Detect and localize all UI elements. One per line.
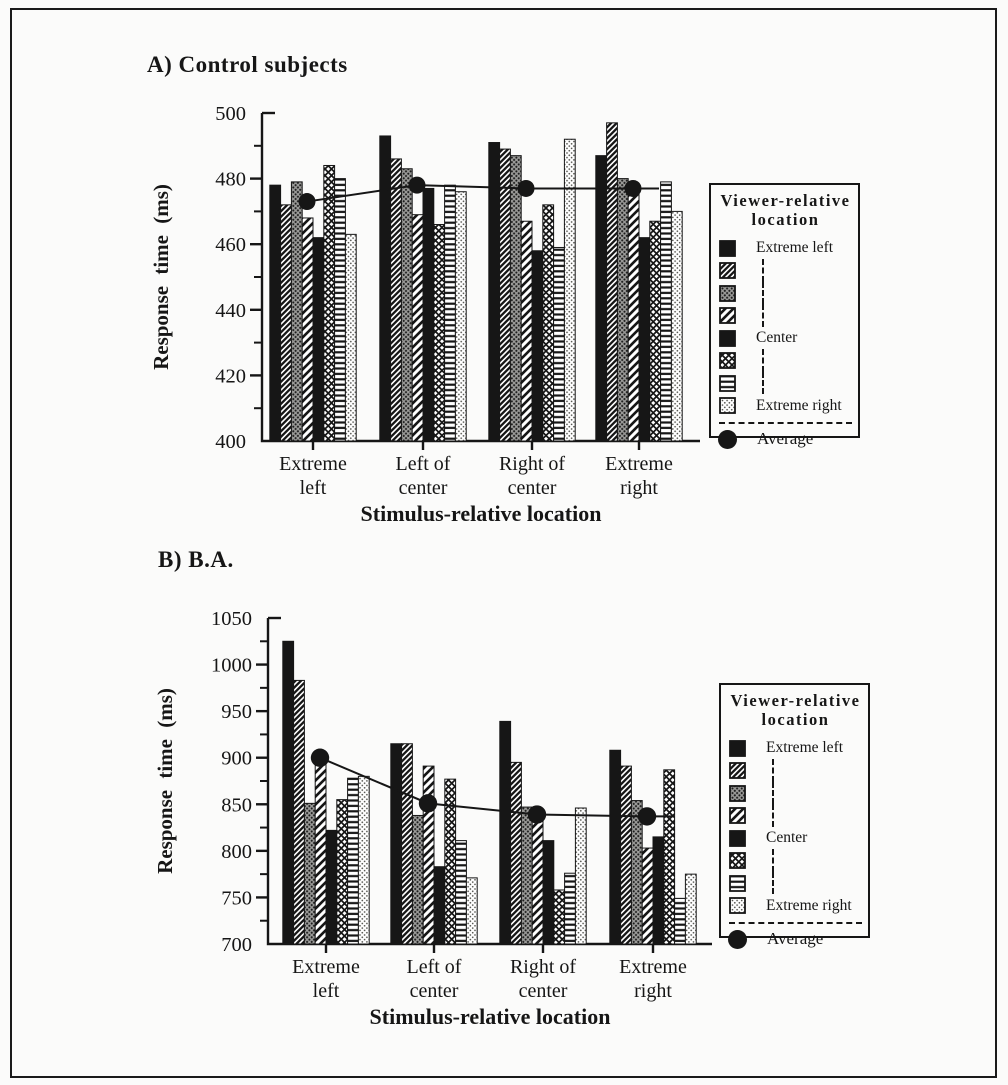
legend-title-line2: location: [751, 209, 820, 229]
average-marker-icon: [728, 930, 747, 949]
bar-series3-cat2: [412, 815, 423, 944]
legend-swatch-diagonal-light: [729, 807, 746, 824]
x-axis-title: Stimulus-relative location: [360, 501, 602, 526]
legend-rows: [729, 737, 862, 951]
bar-series2-cat4: [621, 766, 632, 944]
y-axis-title: Response time (ms): [149, 184, 173, 370]
y-tick-label: 900: [221, 747, 252, 770]
average-marker: [528, 805, 546, 823]
x-category-label: center: [398, 477, 448, 499]
y-tick-label: 750: [221, 887, 252, 910]
legend-average-row: [719, 428, 852, 451]
bar-series7-cat3: [554, 247, 565, 441]
bar-series7-cat4: [661, 182, 672, 441]
legend-row: [719, 282, 852, 305]
y-tick-label: 440: [215, 299, 246, 322]
bar-series6-cat2: [434, 225, 445, 441]
legend-title: [719, 192, 852, 230]
legend-item-label: Extreme right: [766, 896, 852, 914]
legend-rows: [719, 237, 852, 451]
bar-series3-cat1: [304, 803, 315, 944]
legend-dashed-connector: [772, 759, 774, 782]
bar-series8-cat4: [685, 874, 696, 944]
y-tick-label: 420: [215, 365, 246, 388]
legend-dashed-connector: [762, 282, 764, 305]
x-category-label: center: [507, 477, 557, 499]
y-tick-label: 700: [221, 934, 252, 956]
x-category-label: Extreme: [292, 956, 360, 978]
y-tick-label: 800: [221, 840, 252, 863]
bar-series4-cat3: [532, 811, 543, 944]
legend-item-label: Extreme right: [756, 396, 842, 414]
y-tick-label: 480: [215, 168, 246, 191]
x-category-label: left: [299, 477, 327, 499]
bar-series2-cat4: [607, 123, 618, 441]
bar-series4-cat4: [642, 848, 653, 944]
legend-row: [729, 827, 862, 850]
bar-series6-cat1: [337, 800, 348, 944]
legend-row: [729, 872, 862, 895]
x-category-label: center: [409, 980, 459, 1002]
bar-series3-cat3: [510, 156, 521, 441]
bar-series7-cat2: [456, 841, 467, 944]
average-marker: [518, 180, 535, 197]
bar-series6-cat4: [650, 221, 661, 441]
average-marker: [419, 794, 437, 812]
bar-series4-cat3: [521, 221, 532, 441]
average-marker: [638, 807, 656, 825]
bar-series3-cat3: [521, 807, 532, 944]
bar-series2-cat1: [281, 205, 292, 441]
x-category-label: Extreme: [279, 453, 347, 475]
legend-swatch-crosshatch: [719, 352, 736, 369]
legend-separator: [719, 422, 852, 424]
y-tick-label: 460: [215, 234, 246, 257]
legend-swatch-horizontal-lines: [719, 375, 736, 392]
bar-series1-cat1: [283, 641, 294, 944]
bar-series8-cat4: [671, 211, 682, 441]
legend-row: [729, 894, 862, 917]
x-category-label: Extreme: [619, 956, 687, 978]
bar-series5-cat2: [434, 867, 445, 944]
bar-series6-cat1: [324, 165, 335, 441]
y-tick-label: 1050: [211, 608, 252, 630]
bar-series1-cat4: [596, 156, 607, 441]
y-tick-label: 400: [215, 431, 246, 453]
bar-series3-cat2: [401, 169, 412, 441]
bar-series2-cat2: [402, 744, 413, 944]
bar-series3-cat1: [291, 182, 302, 441]
x-category-label: right: [620, 477, 658, 499]
legend-item-label: Extreme left: [756, 239, 834, 257]
average-marker: [311, 749, 329, 767]
legend-swatch-diagonal-light: [719, 307, 736, 324]
legend-row: [719, 349, 852, 372]
bar-series2-cat1: [294, 680, 305, 944]
legend-dashed-connector: [772, 804, 774, 827]
bar-series4-cat2: [423, 766, 434, 944]
bar-series8-cat2: [466, 878, 477, 944]
legend-swatch-solid-black: [719, 330, 736, 347]
x-axis-title: Stimulus-relative location: [369, 1004, 611, 1029]
x-category-label: Right of: [498, 453, 566, 475]
bar-series2-cat3: [500, 149, 511, 441]
bar-series7-cat2: [445, 185, 456, 441]
bar-series6-cat4: [664, 770, 675, 944]
legend-row: [719, 304, 852, 327]
legend-item-label: Extreme left: [766, 739, 844, 757]
average-marker: [625, 180, 642, 197]
legend-title-line1: Viewer-relative: [720, 191, 851, 210]
legend-swatch-stipple-dark: [729, 785, 746, 802]
x-category-label: Left of: [406, 956, 462, 978]
legend-swatch-crosshatch: [729, 852, 746, 869]
legend-title: [729, 692, 862, 730]
bar-series5-cat2: [423, 188, 434, 441]
y-tick-label: 500: [215, 103, 246, 125]
y-axis-title: Response time (ms): [153, 688, 177, 874]
legend-average-label: Average: [757, 429, 814, 449]
bar-series8-cat1: [358, 776, 369, 944]
legend-row: [719, 394, 852, 417]
legend-item-label: Center: [766, 829, 808, 847]
bar-series4-cat2: [412, 215, 423, 441]
bar-series8-cat3: [564, 139, 575, 441]
bar-series7-cat3: [565, 873, 576, 944]
legend-swatch-stipple-dark: [719, 285, 736, 302]
bar-series1-cat1: [270, 185, 281, 441]
bar-series5-cat1: [313, 238, 324, 441]
legend-dashed-connector: [762, 259, 764, 282]
bar-series5-cat4: [653, 837, 664, 944]
legend-dashed-connector: [762, 372, 764, 395]
legend-swatch-diagonal-dense: [729, 762, 746, 779]
bar-series6-cat3: [543, 205, 554, 441]
bar-series7-cat4: [675, 898, 686, 944]
bar-series5-cat4: [639, 238, 650, 441]
legend-title-line2: location: [761, 709, 830, 729]
legend-row: [719, 327, 852, 350]
bar-series1-cat3: [500, 721, 511, 944]
x-category-label: left: [312, 980, 340, 1002]
bar-series5-cat3: [543, 841, 554, 944]
legend-dashed-connector: [762, 304, 764, 327]
bar-series1-cat4: [610, 750, 621, 944]
chart-a: [130, 80, 720, 540]
bar-series7-cat1: [335, 179, 346, 441]
x-category-label: center: [518, 980, 568, 1002]
legend-b: [719, 683, 870, 949]
legend-row: [729, 759, 862, 782]
average-marker: [409, 177, 426, 194]
legend-row: [729, 782, 862, 805]
legend-average-row: [729, 928, 862, 951]
legend-swatch-stipple-light: [729, 897, 746, 914]
legend-dashed-connector: [772, 872, 774, 895]
bar-series4-cat4: [628, 192, 639, 441]
panel-b-title: B) B.A.: [158, 547, 234, 572]
legend-swatch-solid-black: [729, 830, 746, 847]
bar-series5-cat3: [532, 251, 543, 441]
x-category-label: Extreme: [605, 453, 673, 475]
bar-series1-cat2: [380, 136, 391, 441]
bar-series6-cat2: [445, 779, 456, 944]
legend-row: [729, 737, 862, 760]
legend-row: [719, 372, 852, 395]
bar-series4-cat1: [315, 762, 326, 944]
legend-swatch-diagonal-dense: [719, 262, 736, 279]
x-category-label: Right of: [509, 956, 577, 978]
legend-swatch-stipple-light: [719, 397, 736, 414]
bar-series2-cat2: [391, 159, 402, 441]
x-category-label: right: [634, 980, 672, 1002]
legend-item-label: Center: [756, 329, 798, 347]
x-category-label: Left of: [395, 453, 451, 475]
legend-row: [719, 259, 852, 282]
y-tick-label: 850: [221, 794, 252, 817]
bar-series6-cat3: [554, 890, 565, 944]
legend-dashed-connector: [762, 349, 764, 372]
bar-series5-cat1: [326, 830, 337, 944]
chart-b: [130, 585, 730, 1060]
legend-average-label: Average: [767, 929, 824, 949]
legend-swatch-horizontal-lines: [729, 875, 746, 892]
legend-row: [729, 849, 862, 872]
bar-series2-cat3: [511, 762, 522, 944]
bar-series1-cat2: [391, 744, 402, 944]
legend-dashed-connector: [772, 782, 774, 805]
bar-series8-cat2: [455, 192, 466, 441]
y-tick-label: 1000: [211, 654, 252, 677]
legend-swatch-solid-black: [719, 240, 736, 257]
bar-series8-cat3: [575, 808, 586, 944]
legend-dashed-connector: [772, 849, 774, 872]
legend-separator: [729, 922, 862, 924]
average-marker: [299, 193, 316, 210]
bar-series4-cat1: [302, 218, 313, 441]
average-marker-icon: [718, 430, 737, 449]
legend-a: [709, 183, 860, 449]
legend-title-line1: Viewer-relative: [730, 691, 861, 710]
bar-series3-cat4: [617, 179, 628, 441]
y-tick-label: 950: [221, 701, 252, 724]
bar-series7-cat1: [348, 778, 359, 944]
legend-row: [729, 804, 862, 827]
panel-a-title: A) Control subjects: [147, 52, 348, 77]
bar-series8-cat1: [345, 234, 356, 441]
legend-row: [719, 237, 852, 260]
legend-swatch-solid-black: [729, 740, 746, 757]
